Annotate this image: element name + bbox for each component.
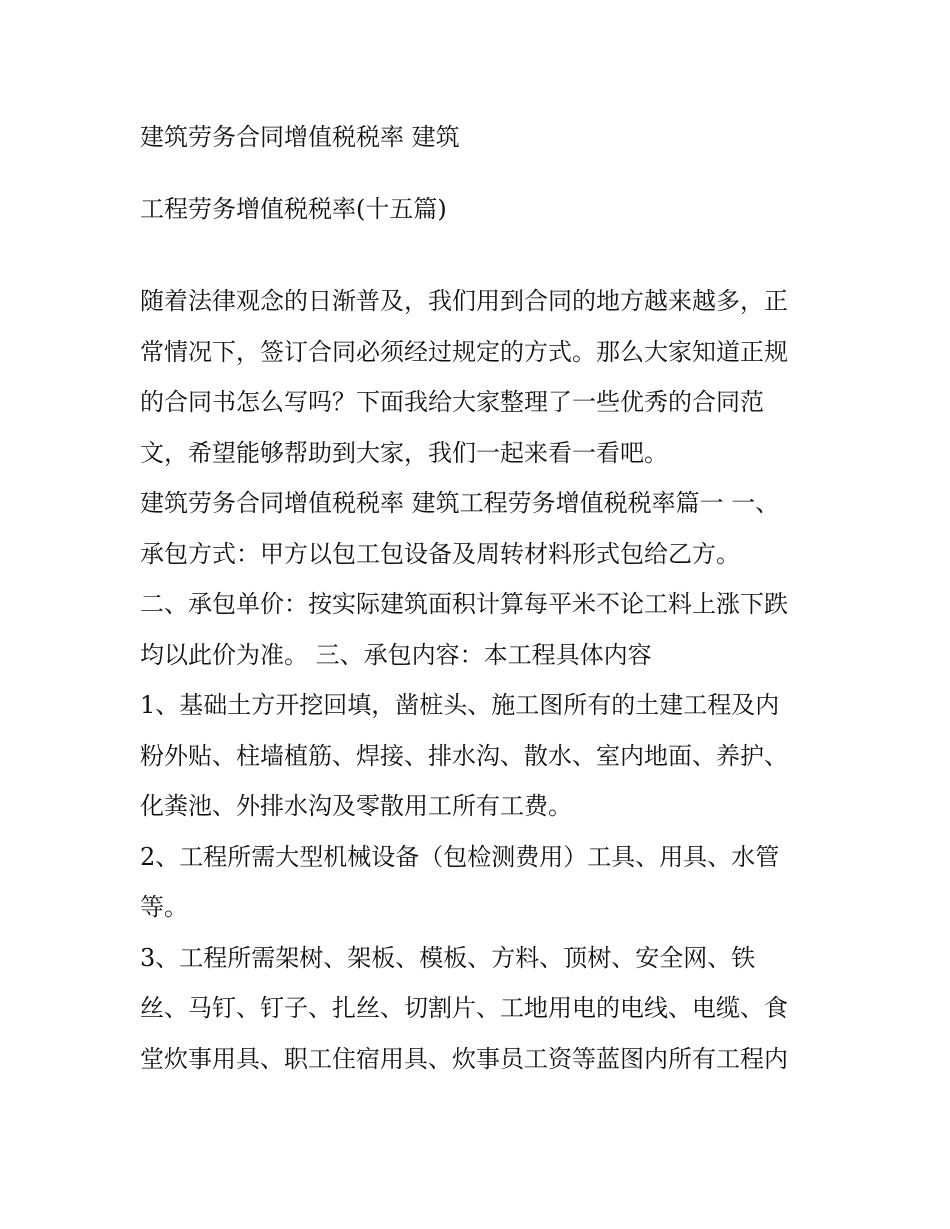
body-line: 1、基础土方开挖回填，凿桩头、施工图所有的土建工程及内 — [140, 691, 780, 719]
body-line: 均以此价为准。 三、承包内容：本工程具体内容 — [140, 640, 652, 669]
document-title — [140, 112, 820, 256]
body-line: 二、承包单价：按实际建筑面积计算每平米不论工料上涨下跌 — [140, 590, 788, 618]
body-line: 粉外贴、柱墙植筋、焊接、排水沟、散水、室内地面、养护、 — [140, 741, 788, 770]
body-line: 文，希望能够帮助到大家，我们一起来看一看吧。 — [140, 438, 668, 467]
body-line: 承包方式：甲方以包工包设备及周转材料形式包给乙方。 — [140, 539, 740, 568]
title-line: 工程劳务增值税税率(十五篇) — [140, 195, 447, 223]
body-line: 堂炊事用具、职工住宿用具、炊事员工资等蓝图内所有工程内 — [140, 1044, 788, 1073]
body-line: 丝、马钉、钉子、扎丝、切割片、工地用电的电线、电缆、食 — [140, 994, 788, 1022]
body-line: 建筑劳务合同增值税税率 建筑工程劳务增值税税率篇一 一、 — [140, 489, 780, 517]
body-line: 的合同书怎么写吗？下面我给大家整理了一些优秀的合同范 — [140, 388, 764, 416]
body-line: 3、工程所需架树、架板、模板、方料、顶树、安全网、铁 — [140, 943, 756, 972]
document-body — [140, 276, 820, 1084]
body-line: 化粪池、外排水沟及零散用工所有工费。 — [140, 792, 572, 820]
title-line: 建筑劳务合同增值税税率 建筑 — [140, 123, 460, 151]
body-line: 随着法律观念的日渐普及，我们用到合同的地方越来越多，正 — [140, 287, 788, 315]
body-line: 2、工程所需大型机械设备（包检测费用）工具、用具、水管 — [140, 842, 780, 871]
body-line: 常情况下，签订合同必须经过规定的方式。那么大家知道正规 — [140, 337, 788, 366]
body-line: 等。 — [140, 893, 188, 921]
